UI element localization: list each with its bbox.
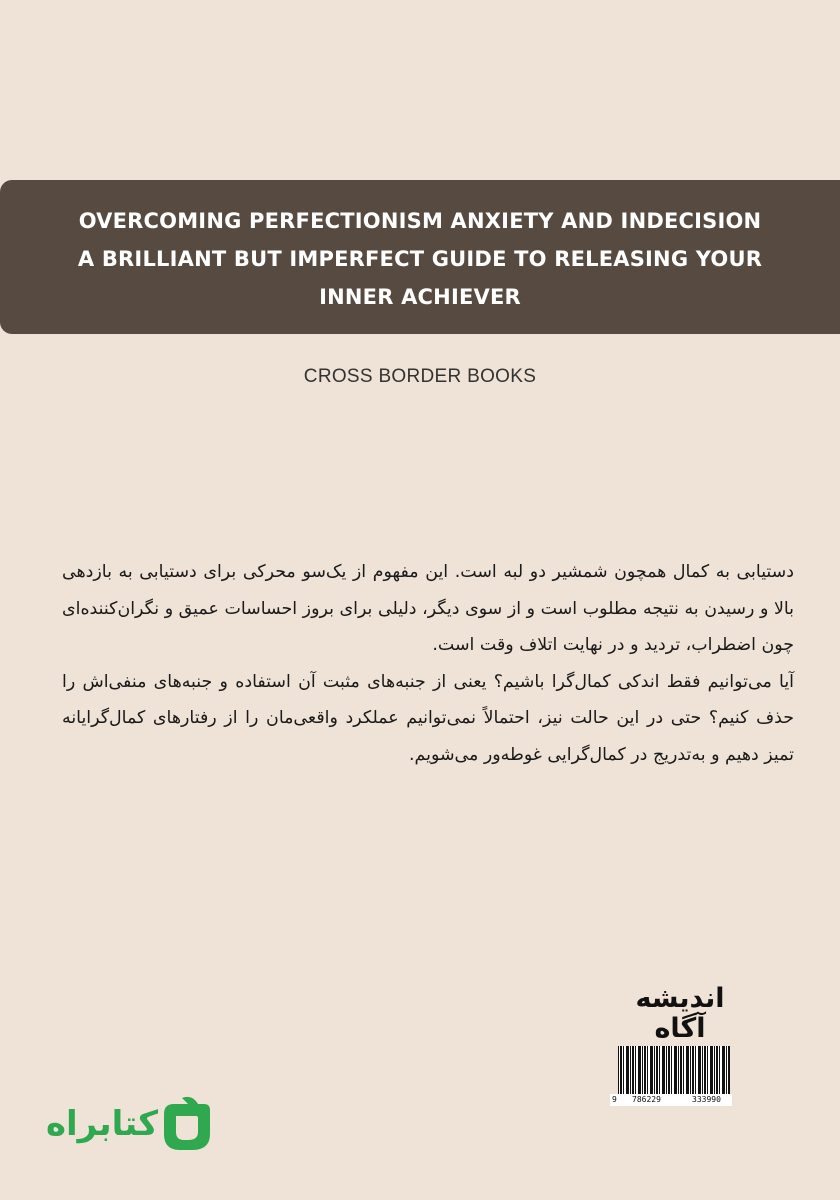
brand-name: کتابراه	[45, 1104, 158, 1144]
title-band	[0, 180, 840, 334]
publisher-logo-line-2: آگاه	[654, 1013, 706, 1044]
barcode-bars	[618, 1046, 730, 1094]
barcode-lead-digit: 9	[612, 1095, 617, 1104]
publisher-name: CROSS BORDER BOOKS	[303, 366, 537, 387]
ketabrah-brand	[40, 1096, 216, 1156]
barcode-digits	[610, 1094, 732, 1106]
blurb-paragraph-2: آیا می‌توانیم فقط اندکی کمال‌گرا باشیم؟ یعنی از جنبه‌های مثبت آن استفاده و جنبه‌های منفی‌اش را حذف کنیم؟ حتی در این حالت نیز، احتمالاً نمی‌توانیم عملکرد واقعی‌مان را از رفتارهای کمال‌گرایانه تمیز دهیم و به‌تدریج در کمال‌گرایی غوطه‌ور می‌شویم.	[62, 671, 794, 765]
ketabrah-logo-icon	[158, 1096, 214, 1154]
book-subtitle-line-1: A BRILLIANT BUT IMPERFECT GUIDE TO RELEASING YOUR	[77, 247, 763, 271]
barcode-digit-group-1: 786229	[632, 1095, 661, 1104]
isbn-barcode	[610, 1046, 732, 1104]
barcode-digit-group-2: 333990	[692, 1095, 721, 1104]
back-cover-blurb	[62, 554, 794, 773]
publisher-logo-line-1: اندیشه	[635, 983, 725, 1014]
blurb-paragraph-1: دستیابی به کمال همچون شمشیر دو لبه است. این مفهوم از یک‌سو محرکی برای دستیابی به بازدهی بالا و رسیدن به نتیجه مطلوب است و از سوی دیگر، دلیلی برای بروز احساسات عمیق و نگران‌کننده‌ای چون اضطراب، تردید و در نهایت اتلاف وقت است.	[62, 562, 794, 655]
book-subtitle-line-2: INNER ACHIEVER	[319, 285, 521, 309]
book-title: OVERCOMING PERFECTIONISM ANXIETY AND INDECISION	[78, 209, 762, 233]
